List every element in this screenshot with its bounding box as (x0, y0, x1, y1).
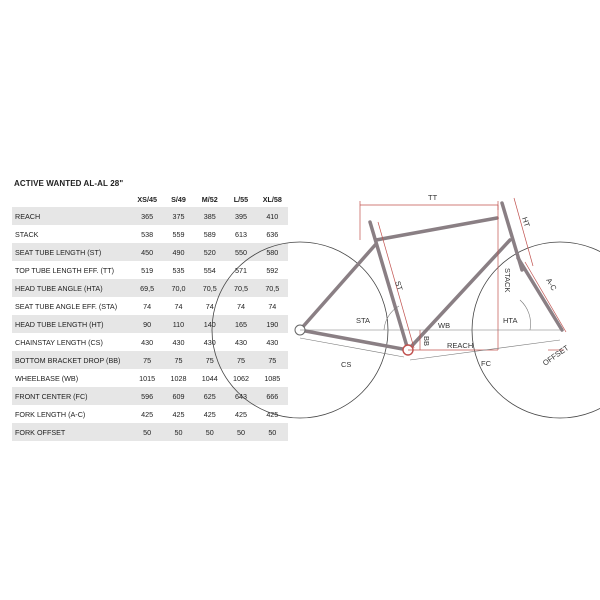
row-label: BOTTOM BRACKET DROP (BB) (12, 351, 131, 369)
row-value: 70,0 (163, 279, 194, 297)
row-value: 571 (234, 265, 247, 275)
row-value: 535 (172, 265, 185, 275)
row-value: 430 (141, 337, 154, 347)
row-value: 625 (194, 387, 225, 405)
row-value: 609 (163, 387, 194, 405)
row-value: 74 (205, 301, 214, 311)
row-value: 430 (172, 337, 185, 347)
down-tube (408, 240, 510, 350)
stack-label: STACK (503, 268, 512, 293)
size-header: M/52 (201, 194, 218, 204)
row-value: 490 (163, 243, 194, 261)
row-value: 580 (257, 243, 288, 261)
row-value: 70,5 (194, 279, 225, 297)
row-label: CHAINSTAY LENGTH (CS) (15, 337, 103, 347)
row-value: 425 (266, 409, 279, 419)
row-value: 1044 (201, 373, 218, 383)
row-value: 50 (163, 423, 194, 441)
row-value: 559 (172, 229, 185, 239)
st-label: ST (393, 279, 405, 292)
row-value: 74 (143, 301, 152, 311)
row-value: 425 (172, 409, 185, 419)
size-header: XL/58 (262, 194, 282, 204)
row-value: 75 (225, 351, 256, 369)
fc-label: FC (481, 359, 491, 368)
row-value: 425 (203, 409, 216, 419)
wb-label: WB (438, 321, 451, 330)
hta-label: HTA (503, 316, 518, 325)
ac-measure (525, 262, 566, 332)
row-value: 140 (194, 315, 225, 333)
row-value: 365 (131, 207, 162, 225)
row-value: 589 (203, 229, 216, 239)
size-header: S/49 (171, 194, 186, 204)
row-value: 50 (131, 423, 162, 441)
row-value: 110 (163, 315, 194, 333)
size-header: L/55 (233, 194, 249, 204)
row-label: HEAD TUBE ANGLE (HTA) (12, 279, 131, 297)
row-value: 90 (131, 315, 162, 333)
fork (518, 258, 562, 330)
row-value: 1015 (139, 373, 156, 383)
row-value: 450 (131, 243, 162, 261)
row-value: 636 (266, 229, 279, 239)
row-value: 1028 (170, 373, 187, 383)
row-value: 425 (141, 409, 154, 419)
row-value: 410 (257, 207, 288, 225)
row-value: 74 (174, 301, 183, 311)
cs-label: CS (341, 360, 352, 369)
row-value: 425 (234, 409, 247, 419)
row-value: 643 (225, 387, 256, 405)
row-value: 75 (194, 351, 225, 369)
row-value: 1085 (264, 373, 281, 383)
row-value: 74 (268, 301, 277, 311)
row-value: 74 (236, 301, 245, 311)
row-value: 50 (257, 423, 288, 441)
row-value: 50 (194, 423, 225, 441)
row-value: 75 (131, 351, 162, 369)
tt-label: TT (428, 193, 438, 202)
row-value: 596 (131, 387, 162, 405)
row-label: SEAT TUBE ANGLE EFF. (STA) (15, 301, 118, 311)
row-value: 430 (203, 337, 216, 347)
row-value: 70,5 (257, 279, 288, 297)
ac-label: A-C (544, 276, 559, 293)
row-value: 385 (194, 207, 225, 225)
row-value: 190 (257, 315, 288, 333)
row-value: 519 (141, 265, 154, 275)
row-label: TOP TUBE LENGTH EFF. (TT) (15, 265, 115, 275)
reach-label: REACH (447, 341, 474, 350)
row-value: 592 (266, 265, 279, 275)
row-label: FRONT CENTER (FC) (12, 387, 131, 405)
row-value: 69,5 (131, 279, 162, 297)
sta-label: STA (356, 316, 371, 325)
row-value: 395 (225, 207, 256, 225)
offset-label: OFFSET (540, 343, 571, 368)
row-label: REACH (12, 207, 131, 225)
row-value: 520 (194, 243, 225, 261)
row-value: 1062 (232, 373, 249, 383)
row-value: 550 (225, 243, 256, 261)
row-value: 430 (266, 337, 279, 347)
ht-label: HT (520, 215, 532, 229)
hta-arc (520, 300, 531, 330)
row-value: 430 (234, 337, 247, 347)
row-value: 50 (225, 423, 256, 441)
row-value: 375 (163, 207, 194, 225)
row-value: 75 (257, 351, 288, 369)
top-tube (376, 218, 497, 240)
row-value: 613 (234, 229, 247, 239)
row-value: 165 (225, 315, 256, 333)
size-header: XS/45 (137, 194, 157, 204)
row-label: STACK (15, 229, 39, 239)
geometry-title: ACTIVE WANTED AL-AL 28" (14, 179, 124, 188)
row-value: 538 (141, 229, 154, 239)
row-label: HEAD TUBE LENGTH (HT) (12, 315, 131, 333)
row-value: 554 (203, 265, 216, 275)
row-label: FORK LENGTH (A-C) (15, 409, 86, 419)
row-label: FORK OFFSET (12, 423, 131, 441)
row-label: SEAT TUBE LENGTH (ST) (12, 243, 131, 261)
row-value: 70,5 (225, 279, 256, 297)
chain-stay (300, 330, 408, 350)
bb-label: BB (422, 336, 431, 347)
row-value: 666 (257, 387, 288, 405)
row-label: WHEELBASE (WB) (15, 373, 79, 383)
row-value: 75 (163, 351, 194, 369)
